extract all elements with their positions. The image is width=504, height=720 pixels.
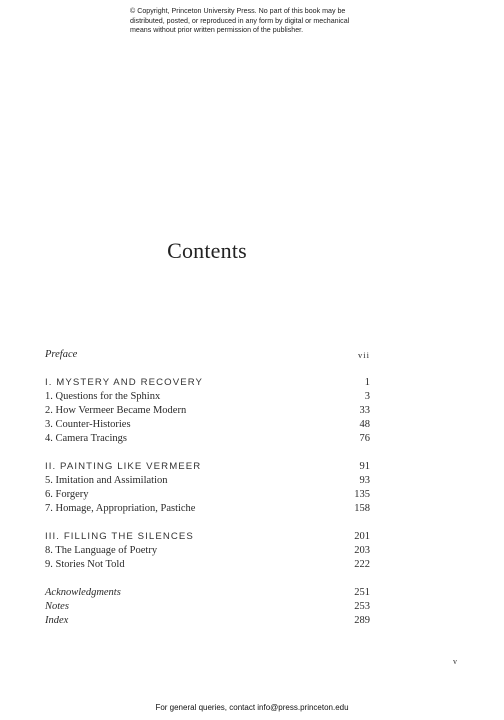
toc-entry-label: 2. How Vermeer Became Modern: [45, 405, 187, 416]
toc-entry-label: 4. Camera Tracings: [45, 433, 127, 444]
toc-chapter[interactable]: [45, 390, 370, 404]
toc-part-heading[interactable]: [45, 460, 370, 474]
toc-chapter[interactable]: [45, 544, 370, 558]
toc-part-label: III. FILLING THE SILENCES: [45, 531, 194, 542]
toc-entry-page: 251: [354, 587, 370, 598]
toc-entry-label: Index: [45, 615, 69, 626]
toc-entry-page: 158: [354, 503, 370, 514]
toc-entry-preface[interactable]: [45, 348, 370, 362]
toc-entry-page: 289: [354, 615, 370, 626]
toc-entry-label: Preface: [45, 349, 78, 360]
toc-entry-label: 7. Homage, Appropriation, Pastiche: [45, 503, 196, 514]
toc-chapter[interactable]: [45, 558, 370, 572]
toc-entry-page: 253: [354, 601, 370, 612]
toc-entry-label: 3. Counter-Histories: [45, 419, 131, 430]
copyright-notice: [130, 7, 390, 36]
copyright-line: © Copyright, Princeton University Press. No part of this book may be: [130, 7, 346, 15]
toc-part-label: II. PAINTING LIKE VERMEER: [45, 461, 202, 472]
toc-entry-label: 5. Imitation and Assimilation: [45, 475, 168, 486]
toc-entry-label: 6. Forgery: [45, 489, 89, 500]
toc-entry-label: Notes: [45, 601, 69, 612]
footer-contact: For general queries, contact info@press.princeton.edu: [155, 703, 349, 712]
toc-entry-page: 222: [354, 559, 370, 570]
copyright-line: means without prior written permission of the publisher.: [130, 26, 304, 34]
toc-entry-page: 91: [359, 461, 370, 472]
toc-entry-index[interactable]: [45, 614, 370, 628]
toc-entry-page: 3: [364, 391, 370, 402]
page-number: v: [453, 657, 457, 666]
toc-entry-label: 1. Questions for the Sphinx: [45, 391, 161, 402]
toc-part-label: I. MYSTERY AND RECOVERY: [45, 377, 204, 388]
toc-entry-page: 203: [354, 545, 370, 556]
toc-chapter[interactable]: [45, 474, 370, 488]
toc-entry-page: 33: [359, 405, 370, 416]
toc-chapter[interactable]: [45, 432, 370, 446]
toc-part-heading[interactable]: [45, 376, 370, 390]
toc-entry-page: 76: [359, 433, 370, 444]
toc-chapter[interactable]: [45, 488, 370, 502]
toc-entry-notes[interactable]: [45, 600, 370, 614]
page-title: Contents: [167, 238, 247, 263]
toc-entry-page: 93: [359, 475, 370, 486]
toc-chapter[interactable]: [45, 418, 370, 432]
toc-entry-page: 48: [359, 419, 370, 430]
toc-chapter[interactable]: [45, 502, 370, 516]
toc-entry-page: 135: [354, 489, 370, 500]
toc-entry-page: 201: [354, 531, 370, 542]
toc-entry-page: vii: [358, 350, 370, 360]
toc-entry-page: 1: [364, 377, 370, 388]
toc-entry-label: 8. The Language of Poetry: [45, 545, 158, 556]
copyright-line: distributed, posted, or reproduced in any form by digital or mechanical: [130, 16, 350, 25]
toc-part-heading[interactable]: [45, 530, 370, 544]
toc-entry-acknowledgments[interactable]: [45, 586, 370, 600]
toc-entry-label: Acknowledgments: [45, 587, 121, 598]
toc-chapter[interactable]: [45, 404, 370, 418]
toc-entry-label: 9. Stories Not Told: [45, 559, 125, 570]
